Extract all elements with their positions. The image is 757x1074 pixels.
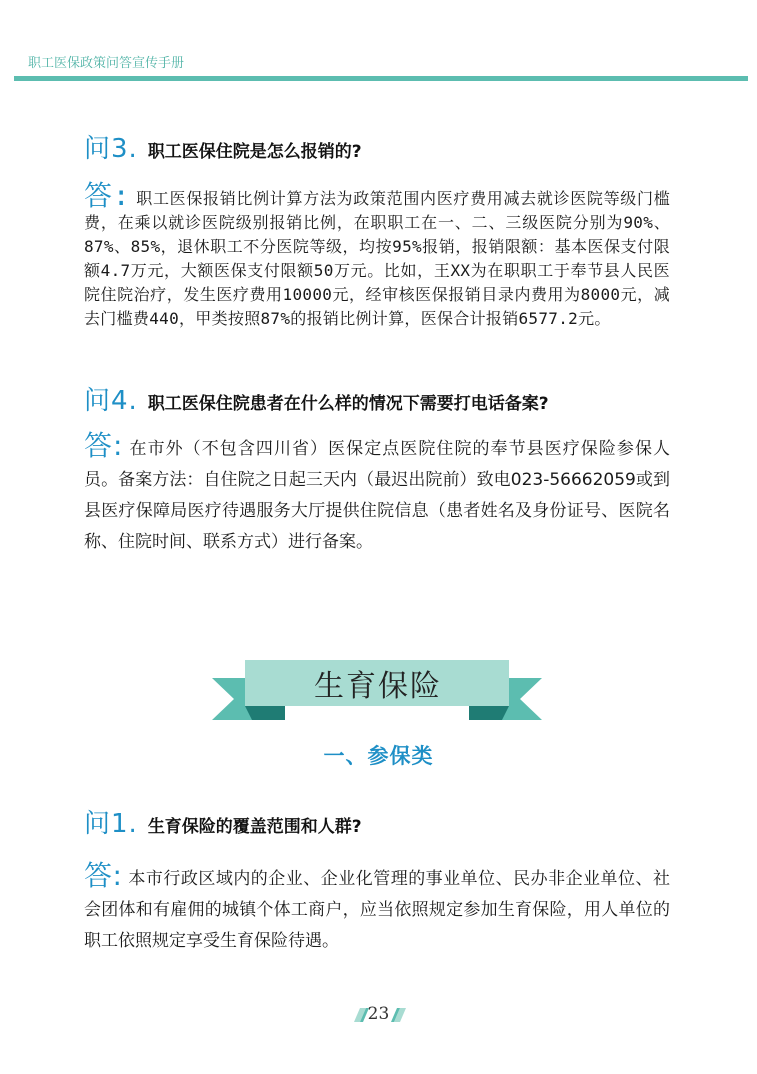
page-number: 23 — [367, 1004, 390, 1024]
question-3-text: 职工医保住院是怎么报销的? — [147, 142, 362, 162]
question-3 — [84, 128, 362, 165]
question-4-text: 职工医保住院患者在什么样的情况下需要打电话备案? — [147, 394, 549, 414]
answer-1 — [84, 859, 670, 957]
answer-1-text: 本市行政区域内的企业、企业化管理的事业单位、民办非企业单位、社会团体和有雇佣的城镇个体工商户，应当依照规定参加生育保险，用人单位的职工依照规定享受生育保险待遇。 — [84, 869, 670, 951]
banner-left-fold — [245, 706, 285, 720]
answer-3-text: 职工医保报销比例计算方法为政策范围内医疗费用减去就诊医院等级门槛费，在乘以就诊医院级别报销比例，在职职工在一、二、三级医院分别为90%、87%、85%，退休职工不分医院等级，均按95%报销，报销限额：基本医保支付限额4.7万元，大额医保支付限额50万元。比如，王XX为在职职工于奉节县人民医院住院治疗，发生医疗费用10000元，经审核医保报销目录内费用为8000元，减去门槛费440，甲类按照87%的报销比例计算，医保合计报销6577.2元。 — [84, 189, 670, 328]
question-1-prefix: 问1. — [84, 809, 138, 839]
answer-4 — [84, 429, 670, 558]
answer-4-prefix: 答: — [84, 429, 123, 462]
question-4 — [84, 380, 549, 417]
answer-1-prefix: 答: — [84, 859, 122, 892]
header-title: 职工医保政策问答宣传手册 — [28, 56, 185, 71]
section-subtitle: 一、参保类 — [323, 744, 434, 768]
answer-3-prefix: 答: — [84, 179, 130, 212]
banner-right-fold — [469, 706, 509, 720]
question-1 — [84, 803, 362, 840]
header-rule — [14, 76, 748, 81]
question-3-prefix: 问3. — [84, 134, 138, 164]
question-4-prefix: 问4. — [84, 386, 138, 416]
question-1-text: 生育保险的覆盖范围和人群? — [147, 817, 362, 837]
answer-4-text: 在市外（不包含四川省）医保定点医院住院的奉节县医疗保险参保人员。备案方法：自住院之日起三天内（最迟出院前）致电023-56662059或到县医疗保障局医疗待遇服务大厅提供住院信息（患者姓名及身份证号、医院名称、住院时间、联系方式）进行备案。 — [84, 439, 670, 552]
section-title: 生育保险 — [314, 669, 442, 704]
answer-3 — [84, 179, 670, 331]
